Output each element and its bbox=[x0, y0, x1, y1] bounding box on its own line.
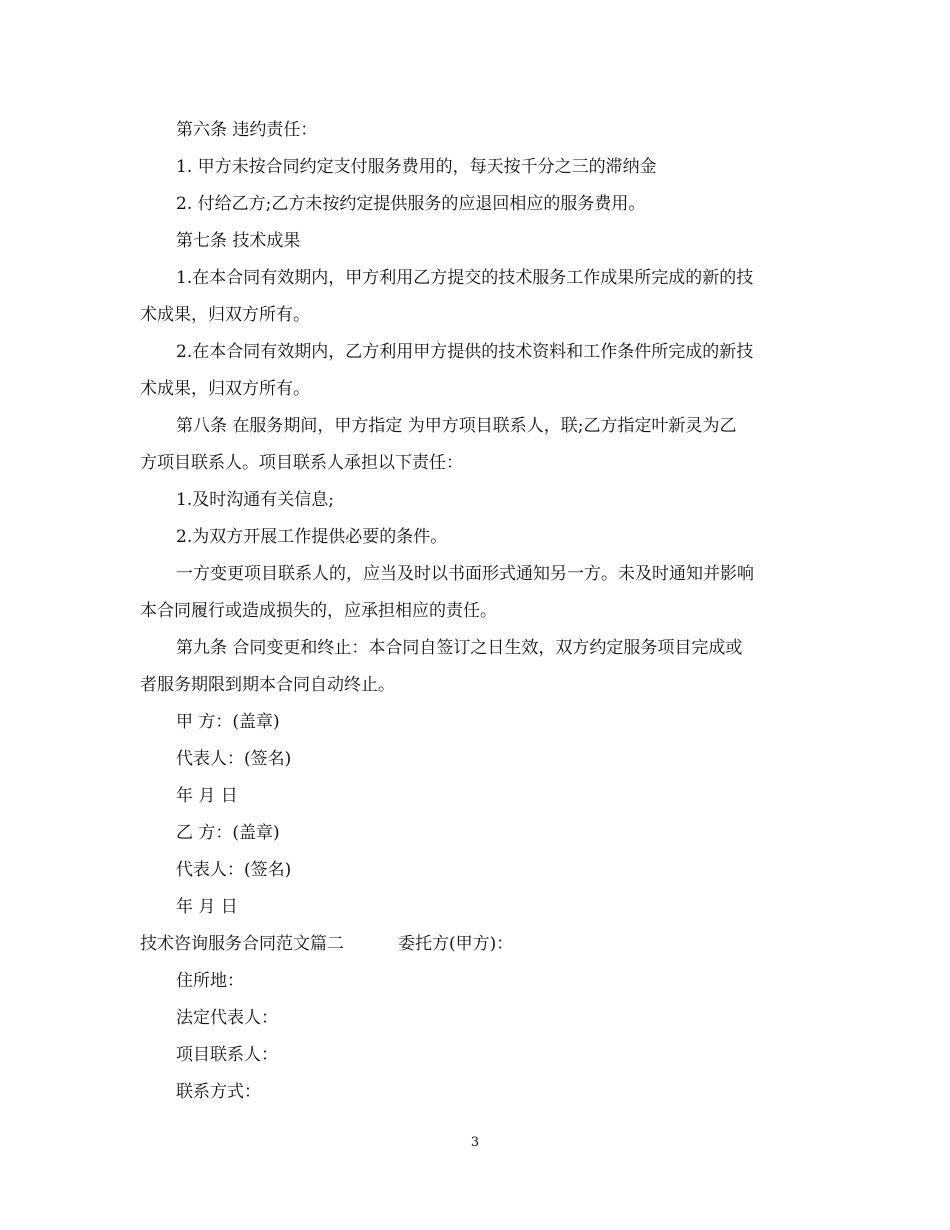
contact-change-paragraph-continued: 本合同履行或造成损失的，应承担相应的责任。 bbox=[140, 601, 497, 621]
clause-8-item-2: 2.为双方开展工作提供必要的条件。 bbox=[176, 527, 448, 547]
section-title-gap bbox=[344, 926, 398, 963]
party-b-date-line: 年 月 日 bbox=[176, 897, 238, 917]
document-body bbox=[140, 112, 815, 1111]
address-field-label: 住所地： bbox=[176, 971, 244, 991]
section-title-line bbox=[140, 926, 815, 963]
project-contact-field-label: 项目联系人： bbox=[176, 1045, 278, 1065]
section-title: 技术咨询服务合同范文篇二 bbox=[140, 934, 344, 954]
contact-change-paragraph: 一方变更项目联系人的，应当及时以书面形式通知另一方。未及时通知并影响 bbox=[176, 564, 754, 584]
clause-9-text: 第九条 合同变更和终止：本合同自签订之日生效，双方约定服务项目完成或 bbox=[176, 638, 743, 658]
clause-9-text-continued: 者服务期限到期本合同自动终止。 bbox=[140, 675, 395, 695]
clause-7-heading: 第七条 技术成果 bbox=[176, 231, 301, 251]
clause-7-item-1: 1.在本合同有效期内，甲方利用乙方提交的技术服务工作成果所完成的新的技 bbox=[176, 268, 754, 288]
clause-8-text-continued: 方项目联系人。项目联系人承担以下责任： bbox=[140, 453, 463, 473]
party-b-representative-line: 代表人：(签名) bbox=[176, 860, 292, 880]
party-b-seal-line: 乙 方：(盖章) bbox=[176, 823, 280, 843]
clause-8-text: 第八条 在服务期间，甲方指定 为甲方项目联系人，联;乙方指定叶新灵为乙 bbox=[176, 416, 737, 436]
party-a-date-line: 年 月 日 bbox=[176, 786, 238, 806]
clause-7-item-1-continued: 术成果，归双方所有。 bbox=[140, 305, 310, 325]
party-a-representative-line: 代表人：(签名) bbox=[176, 749, 292, 769]
section-title-tail: 委托方(甲方)： bbox=[398, 934, 514, 954]
legal-representative-field-label: 法定代表人： bbox=[176, 1008, 278, 1028]
clause-7-item-2-continued: 术成果，归双方所有。 bbox=[140, 379, 310, 399]
clause-6-item-2: 2. 付给乙方;乙方未按约定提供服务的应退回相应的服务费用。 bbox=[176, 194, 646, 214]
clause-6-heading: 第六条 违约责任： bbox=[176, 120, 318, 140]
clause-7-item-2: 2.在本合同有效期内，乙方利用甲方提供的技术资料和工作条件所完成的新技 bbox=[176, 342, 754, 362]
clause-6-item-1: 1. 甲方未按合同约定支付服务费用的，每天按千分之三的滞纳金 bbox=[176, 157, 657, 177]
party-a-seal-line: 甲 方：(盖章) bbox=[176, 712, 280, 732]
page-number: 3 bbox=[470, 1135, 480, 1150]
contact-method-field-label: 联系方式： bbox=[176, 1082, 261, 1102]
clause-8-item-1: 1.及时沟通有关信息; bbox=[176, 490, 334, 510]
